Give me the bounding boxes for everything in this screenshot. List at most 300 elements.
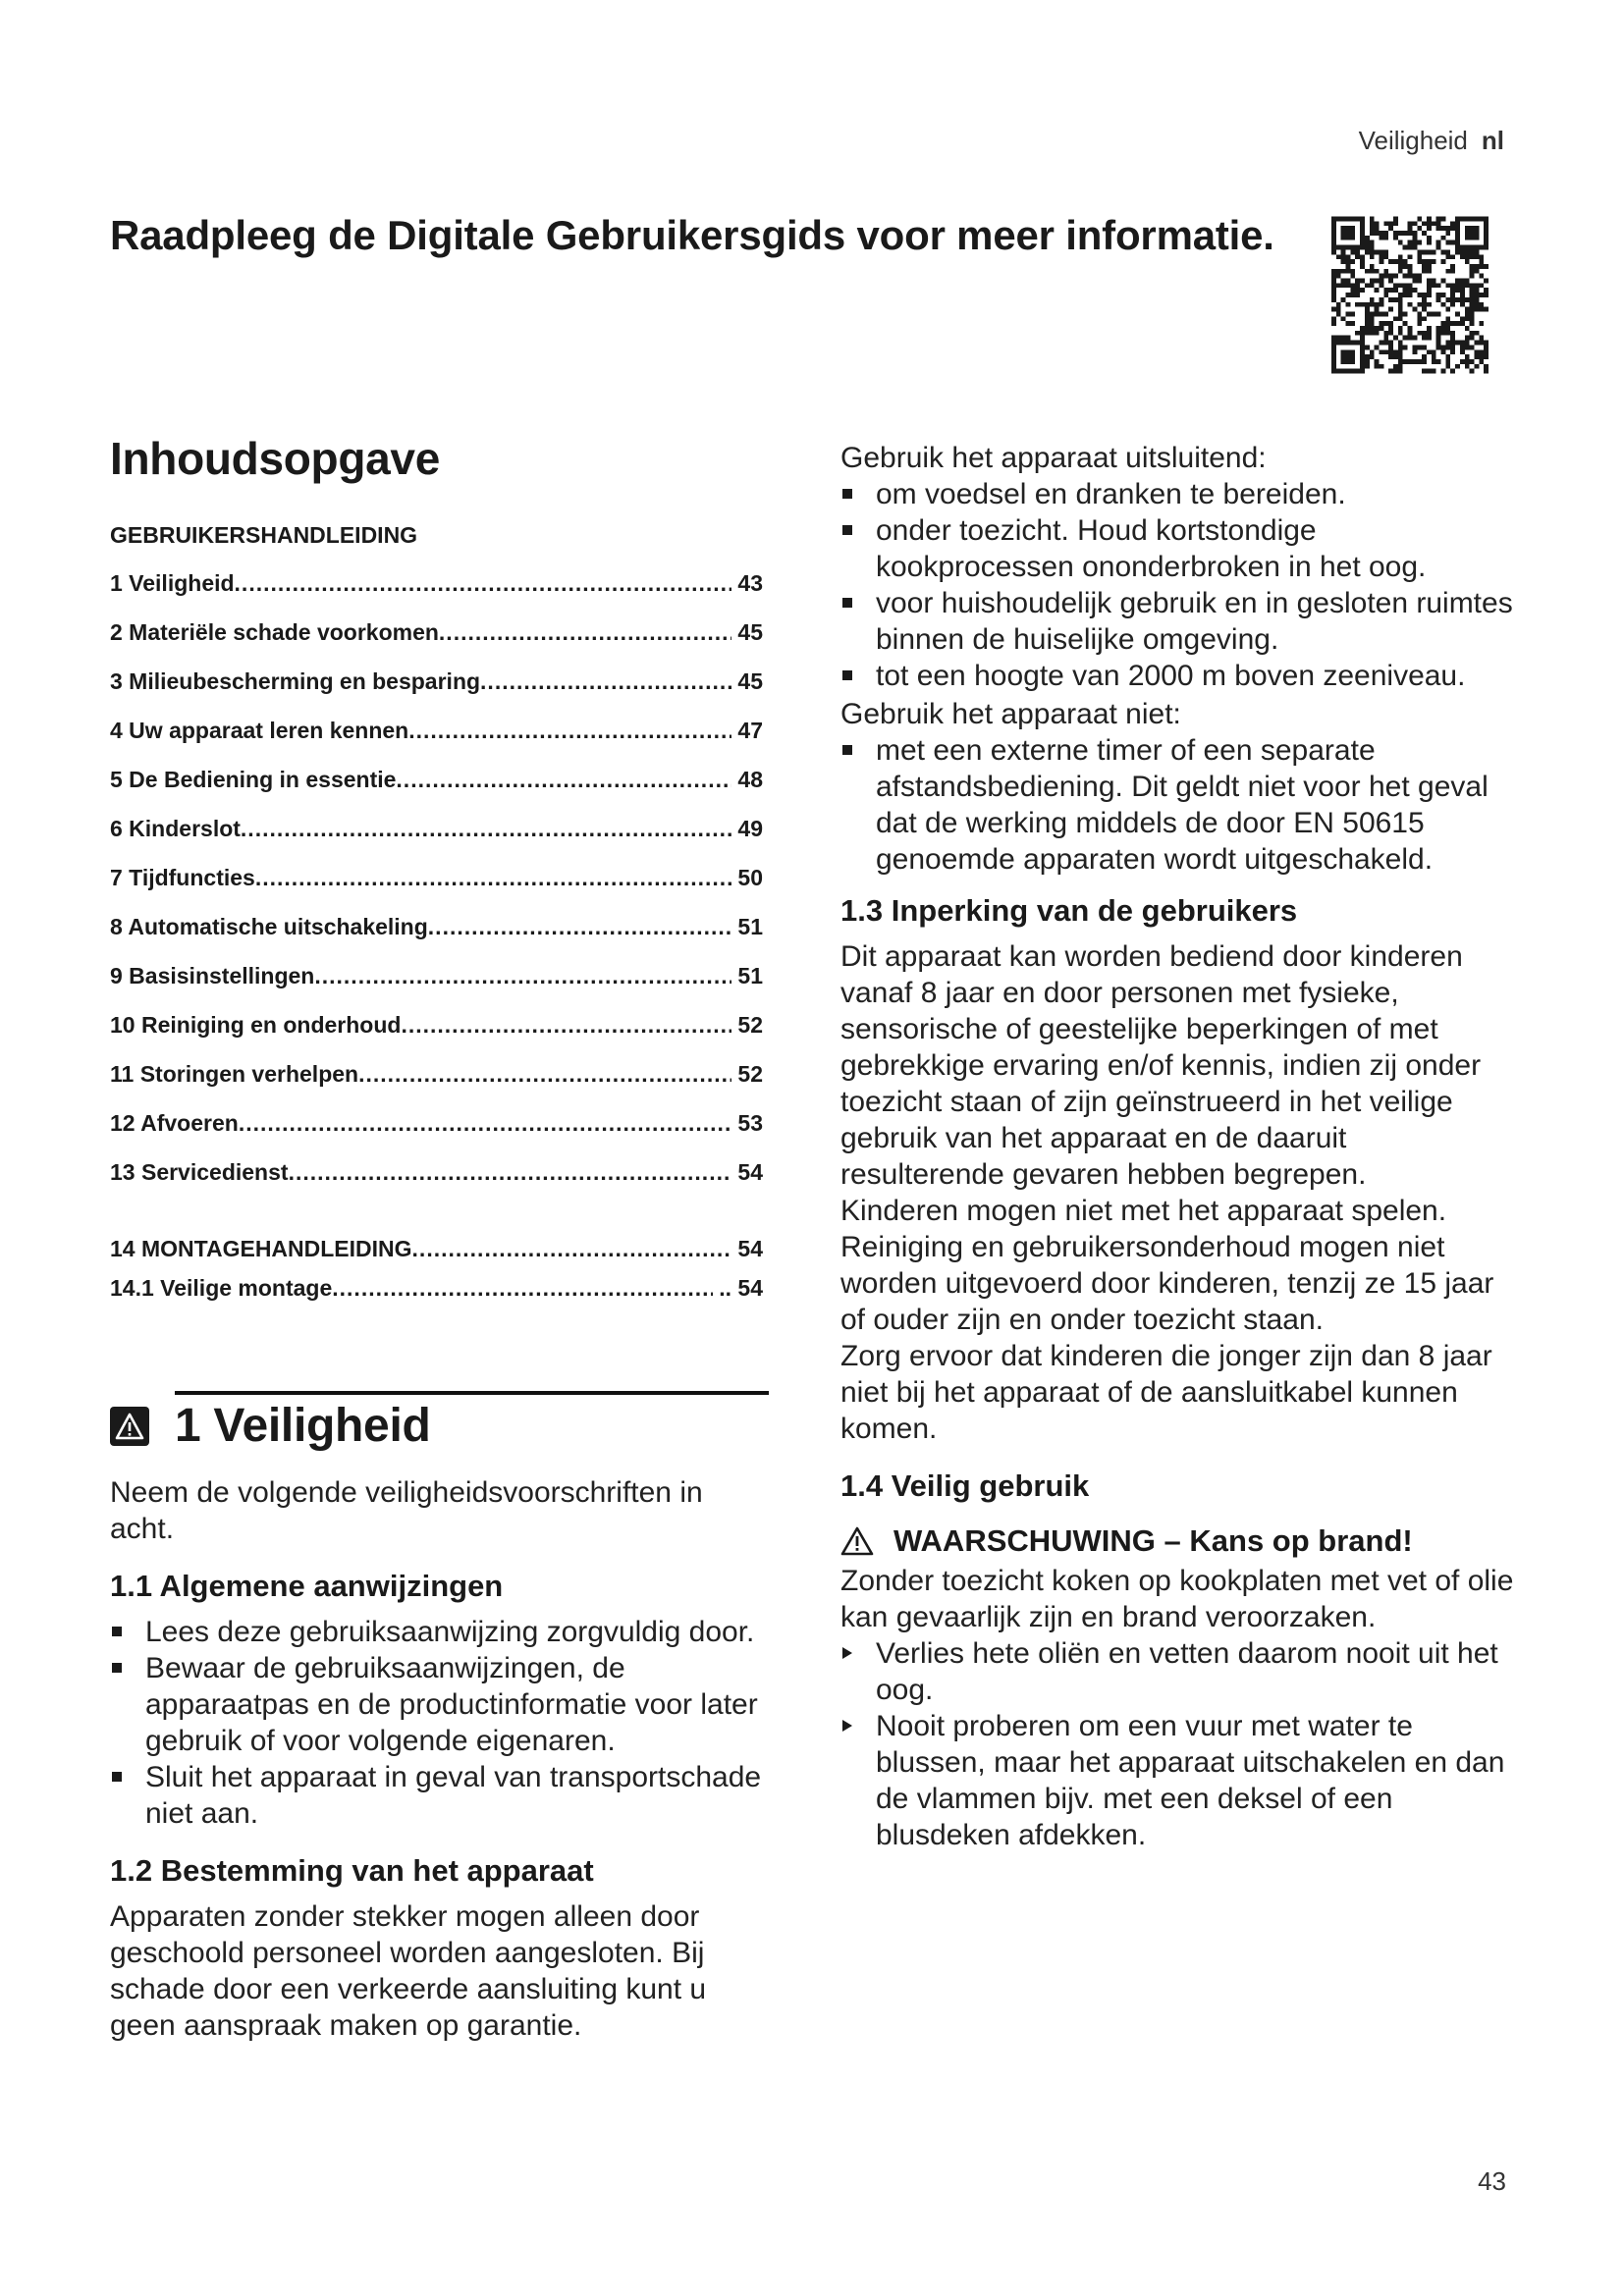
qr-module bbox=[1465, 231, 1470, 236]
qr-module bbox=[1383, 321, 1388, 326]
qr-module bbox=[1331, 236, 1336, 240]
qr-module bbox=[1474, 217, 1479, 222]
qr-module bbox=[1370, 245, 1375, 250]
qr-module bbox=[1417, 345, 1422, 349]
qr-module bbox=[1465, 311, 1470, 316]
qr-module bbox=[1441, 331, 1446, 336]
qr-module bbox=[1484, 293, 1489, 297]
qr-module bbox=[1375, 302, 1380, 307]
qr-module bbox=[1403, 321, 1408, 326]
qr-module bbox=[1360, 288, 1365, 293]
qr-module bbox=[1417, 217, 1422, 222]
toc-item-page: 52 bbox=[737, 1012, 763, 1038]
qr-module bbox=[1422, 269, 1427, 274]
qr-module bbox=[1479, 274, 1484, 279]
qr-module bbox=[1465, 249, 1470, 254]
qr-module bbox=[1465, 336, 1470, 341]
qr-module bbox=[1355, 369, 1360, 374]
qr-module bbox=[1360, 264, 1365, 269]
toc-item-install[interactable] bbox=[110, 1236, 763, 1275]
qr-module bbox=[1436, 217, 1441, 222]
qr-module bbox=[1460, 321, 1465, 326]
qr-module bbox=[1360, 345, 1365, 349]
qr-module bbox=[1331, 249, 1336, 254]
qr-module bbox=[1341, 269, 1346, 274]
qr-module bbox=[1360, 254, 1365, 259]
qr-module bbox=[1460, 345, 1465, 349]
list-item bbox=[110, 1614, 774, 1650]
qr-module bbox=[1375, 359, 1380, 364]
toc-item[interactable] bbox=[110, 914, 763, 963]
qr-module bbox=[1436, 331, 1441, 336]
paragraph: Reiniging en gebruikersonderhoud mogen niet worden uitgevoerd door kinderen, tenzij ze 15 jaar of ouder zijn en onder toezicht staan. bbox=[840, 1231, 1494, 1336]
qr-module bbox=[1398, 345, 1403, 349]
list-item bbox=[840, 476, 1516, 512]
qr-module bbox=[1375, 221, 1380, 226]
qr-module bbox=[1383, 249, 1388, 254]
qr-module bbox=[1465, 326, 1470, 331]
list-item bbox=[840, 658, 1516, 694]
qr-module bbox=[1398, 269, 1403, 274]
toc-item-page: .. 54 bbox=[719, 1275, 763, 1301]
qr-module bbox=[1360, 359, 1365, 364]
qr-module bbox=[1341, 226, 1346, 231]
action-list bbox=[840, 1635, 1516, 1853]
qr-module bbox=[1408, 226, 1413, 231]
qr-module bbox=[1484, 349, 1489, 354]
qr-module bbox=[1365, 364, 1370, 369]
toc-item[interactable] bbox=[110, 718, 763, 767]
toc-item-page: 51 bbox=[737, 963, 763, 988]
qr-module bbox=[1422, 221, 1427, 226]
qr-module bbox=[1350, 311, 1355, 316]
qr-module bbox=[1455, 283, 1460, 288]
toc-item[interactable] bbox=[110, 668, 763, 718]
qr-module bbox=[1341, 254, 1346, 259]
qr-module bbox=[1355, 254, 1360, 259]
qr-module bbox=[1346, 231, 1351, 236]
subsection-title-1-2: 1.2 Bestemming van het apparaat bbox=[110, 1853, 594, 1888]
qr-module bbox=[1450, 293, 1455, 297]
qr-module bbox=[1465, 307, 1470, 312]
qr-module bbox=[1375, 279, 1380, 284]
qr-module bbox=[1484, 245, 1489, 250]
qr-module bbox=[1465, 297, 1470, 302]
bullet-marker bbox=[842, 525, 852, 535]
qr-module bbox=[1422, 316, 1427, 321]
qr-module bbox=[1432, 221, 1436, 226]
qr-module bbox=[1336, 336, 1341, 341]
qr-module bbox=[1408, 269, 1413, 274]
toc-list bbox=[110, 570, 774, 1314]
qr-module bbox=[1350, 226, 1355, 231]
qr-module bbox=[1355, 249, 1360, 254]
qr-module bbox=[1355, 279, 1360, 284]
qr-module bbox=[1398, 341, 1403, 346]
qr-module bbox=[1360, 240, 1365, 245]
toc-item-label: 10 Reiniging en onderhoud bbox=[110, 1012, 402, 1038]
qr-module bbox=[1445, 297, 1450, 302]
use-only-list bbox=[840, 476, 1516, 694]
toc-leader bbox=[241, 816, 731, 842]
qr-module bbox=[1474, 245, 1479, 250]
qr-module bbox=[1412, 221, 1417, 226]
qr-module bbox=[1474, 307, 1479, 312]
qr-module bbox=[1427, 369, 1432, 374]
qr-module bbox=[1375, 311, 1380, 316]
qr-module bbox=[1393, 236, 1398, 240]
qr-module bbox=[1388, 259, 1393, 264]
qr-module bbox=[1450, 297, 1455, 302]
qr-module bbox=[1365, 269, 1370, 274]
qr-module bbox=[1417, 311, 1422, 316]
running-header-language: nl bbox=[1481, 126, 1504, 155]
qr-module bbox=[1427, 283, 1432, 288]
qr-module bbox=[1341, 259, 1346, 264]
qr-module bbox=[1370, 240, 1375, 245]
qr-module bbox=[1365, 236, 1370, 240]
qr-module bbox=[1360, 369, 1365, 374]
qr-module bbox=[1403, 311, 1408, 316]
qr-module bbox=[1408, 331, 1413, 336]
qr-module bbox=[1360, 302, 1365, 307]
qr-module bbox=[1355, 302, 1360, 307]
qr-module bbox=[1379, 236, 1383, 240]
qr-module bbox=[1445, 364, 1450, 369]
toc-item-label: 5 De Bediening in essentie bbox=[110, 767, 397, 792]
qr-module bbox=[1412, 274, 1417, 279]
toc-item-label: 4 Uw apparaat leren kennen bbox=[110, 718, 409, 743]
qr-module bbox=[1370, 349, 1375, 354]
qr-module bbox=[1436, 341, 1441, 346]
toc-item-install[interactable] bbox=[110, 1275, 763, 1314]
bullet-marker bbox=[112, 1663, 122, 1673]
qr-module bbox=[1422, 369, 1427, 374]
qr-module bbox=[1370, 279, 1375, 284]
qr-module bbox=[1474, 226, 1479, 231]
toc-item-page: 47 bbox=[737, 718, 763, 743]
toc-leader bbox=[396, 767, 731, 793]
qr-module bbox=[1341, 297, 1346, 302]
qr-module bbox=[1331, 307, 1336, 312]
qr-module bbox=[1436, 345, 1441, 349]
qr-module bbox=[1350, 293, 1355, 297]
qr-module bbox=[1383, 231, 1388, 236]
list-item-text: Verlies hete oliën en vetten daarom nooit uit het oog. bbox=[876, 1637, 1498, 1706]
toc-item[interactable] bbox=[110, 1061, 763, 1110]
toc-item[interactable] bbox=[110, 767, 763, 816]
qr-module bbox=[1331, 349, 1336, 354]
qr-module bbox=[1398, 302, 1403, 307]
qr-module bbox=[1341, 336, 1346, 341]
qr-module bbox=[1460, 283, 1465, 288]
toc-item-page: 43 bbox=[737, 570, 763, 596]
qr-module bbox=[1375, 249, 1380, 254]
qr-module bbox=[1474, 297, 1479, 302]
qr-module bbox=[1422, 264, 1427, 269]
list-item-text: onder toezicht. Houd kortstondige kookprocessen ononderbroken in het oog. bbox=[876, 514, 1427, 583]
qr-module bbox=[1484, 307, 1489, 312]
qr-module bbox=[1355, 341, 1360, 346]
qr-module bbox=[1460, 316, 1465, 321]
qr-module bbox=[1398, 316, 1403, 321]
qr-module bbox=[1470, 369, 1475, 374]
qr-module bbox=[1474, 231, 1479, 236]
qr-module bbox=[1412, 349, 1417, 354]
qr-module bbox=[1417, 240, 1422, 245]
qr-module bbox=[1417, 259, 1422, 264]
toc-item-label: 2 Materiële schade voorkomen bbox=[110, 619, 439, 645]
toc-item-label: 11 Storingen verhelpen bbox=[110, 1061, 359, 1087]
qr-module bbox=[1484, 279, 1489, 284]
qr-module bbox=[1331, 364, 1336, 369]
qr-module bbox=[1375, 307, 1380, 312]
toc-item-label: 7 Tijdfuncties bbox=[110, 865, 255, 890]
qr-module bbox=[1441, 321, 1446, 326]
qr-module bbox=[1388, 321, 1393, 326]
qr-module bbox=[1427, 311, 1432, 316]
qr-module bbox=[1455, 249, 1460, 254]
qr-module bbox=[1403, 231, 1408, 236]
qr-module bbox=[1484, 264, 1489, 269]
qr-module bbox=[1441, 369, 1446, 374]
qr-module bbox=[1341, 245, 1346, 250]
qr-module bbox=[1465, 316, 1470, 321]
qr-module bbox=[1398, 349, 1403, 354]
qr-module bbox=[1474, 354, 1479, 359]
qr-module bbox=[1450, 345, 1455, 349]
qr-module bbox=[1403, 293, 1408, 297]
qr-module bbox=[1479, 254, 1484, 259]
qr-module bbox=[1450, 240, 1455, 245]
toc-item[interactable] bbox=[110, 963, 763, 1012]
qr-module bbox=[1450, 264, 1455, 269]
qr-module bbox=[1408, 274, 1413, 279]
qr-module bbox=[1465, 279, 1470, 284]
qr-module bbox=[1403, 283, 1408, 288]
toc-item-page: 50 bbox=[737, 865, 763, 890]
qr-module bbox=[1341, 249, 1346, 254]
qr-module bbox=[1383, 288, 1388, 293]
toc-item[interactable] bbox=[110, 1159, 763, 1208]
qr-module bbox=[1432, 354, 1436, 359]
qr-module bbox=[1417, 274, 1422, 279]
qr-module bbox=[1398, 369, 1403, 374]
qr-module bbox=[1427, 293, 1432, 297]
qr-module bbox=[1398, 297, 1403, 302]
qr-module bbox=[1427, 331, 1432, 336]
qr-module bbox=[1388, 349, 1393, 354]
qr-module bbox=[1360, 341, 1365, 346]
qr-module bbox=[1346, 217, 1351, 222]
qr-module bbox=[1441, 249, 1446, 254]
qr-module bbox=[1465, 217, 1470, 222]
qr-module bbox=[1370, 283, 1375, 288]
qr-module bbox=[1403, 336, 1408, 341]
qr-module bbox=[1408, 283, 1413, 288]
qr-module bbox=[1388, 307, 1393, 312]
qr-module bbox=[1379, 349, 1383, 354]
qr-module bbox=[1346, 283, 1351, 288]
qr-module bbox=[1436, 326, 1441, 331]
qr-module bbox=[1427, 217, 1432, 222]
qr-module bbox=[1336, 369, 1341, 374]
toc-item[interactable] bbox=[110, 1012, 763, 1061]
qr-module bbox=[1336, 311, 1341, 316]
qr-module bbox=[1375, 331, 1380, 336]
toc-item-label: 14.1 Veilige montage bbox=[110, 1275, 333, 1301]
qr-module bbox=[1470, 226, 1475, 231]
qr-module bbox=[1445, 240, 1450, 245]
qr-module bbox=[1403, 359, 1408, 364]
qr-module bbox=[1341, 369, 1346, 374]
use-only-label: Gebruik het apparaat uitsluitend: bbox=[840, 442, 1267, 474]
qr-module bbox=[1341, 354, 1346, 359]
qr-module bbox=[1365, 316, 1370, 321]
toc-item[interactable] bbox=[110, 1110, 763, 1159]
qr-module bbox=[1432, 369, 1436, 374]
toc-item[interactable] bbox=[110, 865, 763, 914]
qr-module bbox=[1336, 274, 1341, 279]
qr-module bbox=[1370, 326, 1375, 331]
qr-module bbox=[1470, 231, 1475, 236]
qr-module bbox=[1398, 326, 1403, 331]
qr-module bbox=[1436, 311, 1441, 316]
qr-module bbox=[1346, 369, 1351, 374]
paragraph: Dit apparaat kan worden bediend door kinderen vanaf 8 jaar en door personen met fysieke, sensorische of geestelijke beperkingen of met gebrekkige ervaring en/of kennis, indien zij onder toezicht staan of zijn geïnstrueerd in het veilige gebruik van het apparaat en de daaruit resulterende gevaren hebben begrepen. bbox=[840, 940, 1482, 1191]
qr-module bbox=[1393, 316, 1398, 321]
qr-module bbox=[1441, 259, 1446, 264]
toc-item-label: 13 Servicedienst bbox=[110, 1159, 289, 1185]
qr-module bbox=[1331, 279, 1336, 284]
qr-module bbox=[1360, 349, 1365, 354]
qr-module bbox=[1365, 354, 1370, 359]
qr-module bbox=[1331, 359, 1336, 364]
qr-module bbox=[1360, 221, 1365, 226]
qr-module bbox=[1470, 217, 1475, 222]
qr-module bbox=[1393, 369, 1398, 374]
qr-module bbox=[1398, 364, 1403, 369]
qr-module bbox=[1350, 354, 1355, 359]
toc-item-label: 3 Milieubescherming en besparing bbox=[110, 668, 481, 694]
bullet-marker bbox=[112, 1772, 122, 1782]
toc-item[interactable] bbox=[110, 570, 763, 619]
qr-module bbox=[1408, 254, 1413, 259]
qr-module bbox=[1455, 311, 1460, 316]
paragraph: Apparaten zonder stekker mogen alleen door geschoold personeel worden aangesloten. Bij schade door een verkeerde aansluiting kunt u geen aanspraak maken op garantie. bbox=[110, 1900, 707, 2042]
qr-module bbox=[1331, 297, 1336, 302]
qr-module bbox=[1370, 217, 1375, 222]
qr-module bbox=[1388, 354, 1393, 359]
qr-module bbox=[1375, 364, 1380, 369]
list-item bbox=[840, 732, 1516, 878]
qr-module bbox=[1336, 245, 1341, 250]
qr-module bbox=[1388, 226, 1393, 231]
qr-module bbox=[1470, 245, 1475, 250]
toc-leader bbox=[480, 668, 731, 695]
list-item-text: Bewaar de gebruiksaanwijzingen, de apparaatpas en de productinformatie voor later gebruik of voor volgende eigenaren. bbox=[145, 1652, 758, 1757]
qr-module bbox=[1370, 316, 1375, 321]
qr-module bbox=[1470, 359, 1475, 364]
toc-item[interactable] bbox=[110, 816, 763, 865]
qr-module bbox=[1484, 369, 1489, 374]
qr-module bbox=[1455, 288, 1460, 293]
qr-module bbox=[1375, 345, 1380, 349]
qr-module bbox=[1355, 245, 1360, 250]
qr-module bbox=[1427, 226, 1432, 231]
qr-module bbox=[1417, 279, 1422, 284]
qr-module bbox=[1441, 302, 1446, 307]
qr-module bbox=[1474, 293, 1479, 297]
qr-module bbox=[1427, 240, 1432, 245]
qr-module bbox=[1470, 269, 1475, 274]
qr-module bbox=[1365, 283, 1370, 288]
toc-leader bbox=[408, 718, 731, 744]
qr-module bbox=[1460, 249, 1465, 254]
toc-item-page: 45 bbox=[737, 619, 763, 645]
not-use-label: Gebruik het apparaat niet: bbox=[840, 698, 1181, 730]
qr-module bbox=[1403, 259, 1408, 264]
qr-module bbox=[1432, 311, 1436, 316]
qr-module bbox=[1474, 249, 1479, 254]
qr-module bbox=[1441, 226, 1446, 231]
qr-module bbox=[1427, 326, 1432, 331]
qr-module bbox=[1465, 341, 1470, 346]
qr-module bbox=[1346, 349, 1351, 354]
qr-module bbox=[1360, 326, 1365, 331]
qr-module bbox=[1350, 283, 1355, 288]
qr-module bbox=[1470, 254, 1475, 259]
qr-module bbox=[1484, 236, 1489, 240]
qr-module bbox=[1441, 217, 1446, 222]
qr-module bbox=[1346, 321, 1351, 326]
qr-module bbox=[1470, 336, 1475, 341]
list-item bbox=[110, 1650, 774, 1759]
qr-module bbox=[1436, 226, 1441, 231]
qr-module bbox=[1450, 341, 1455, 346]
qr-module bbox=[1479, 302, 1484, 307]
qr-module bbox=[1441, 345, 1446, 349]
toc-item[interactable] bbox=[110, 619, 763, 668]
qr-module bbox=[1422, 331, 1427, 336]
qr-module bbox=[1336, 307, 1341, 312]
qr-module bbox=[1484, 345, 1489, 349]
qr-module bbox=[1360, 259, 1365, 264]
toc-leader bbox=[255, 865, 732, 891]
toc-item-label: 12 Afvoeren bbox=[110, 1110, 239, 1136]
qr-module bbox=[1370, 269, 1375, 274]
paragraph: Kinderen mogen niet met het apparaat spelen. bbox=[840, 1195, 1447, 1227]
qr-module bbox=[1393, 231, 1398, 236]
qr-module bbox=[1346, 259, 1351, 264]
qr-module bbox=[1455, 341, 1460, 346]
qr-module bbox=[1412, 359, 1417, 364]
qr-module bbox=[1365, 240, 1370, 245]
qr-module bbox=[1412, 345, 1417, 349]
qr-module bbox=[1465, 236, 1470, 240]
qr-module bbox=[1479, 321, 1484, 326]
qr-module bbox=[1422, 359, 1427, 364]
qr-module bbox=[1412, 336, 1417, 341]
list-item-text: Lees deze gebruiksaanwijzing zorgvuldig door. bbox=[145, 1616, 755, 1648]
toc-item-label: 14 MONTAGEHANDLEIDING bbox=[110, 1236, 412, 1261]
qr-module bbox=[1355, 283, 1360, 288]
qr-module bbox=[1455, 226, 1460, 231]
qr-module bbox=[1350, 321, 1355, 326]
qr-module bbox=[1379, 254, 1383, 259]
qr-module bbox=[1455, 221, 1460, 226]
qr-module bbox=[1388, 288, 1393, 293]
